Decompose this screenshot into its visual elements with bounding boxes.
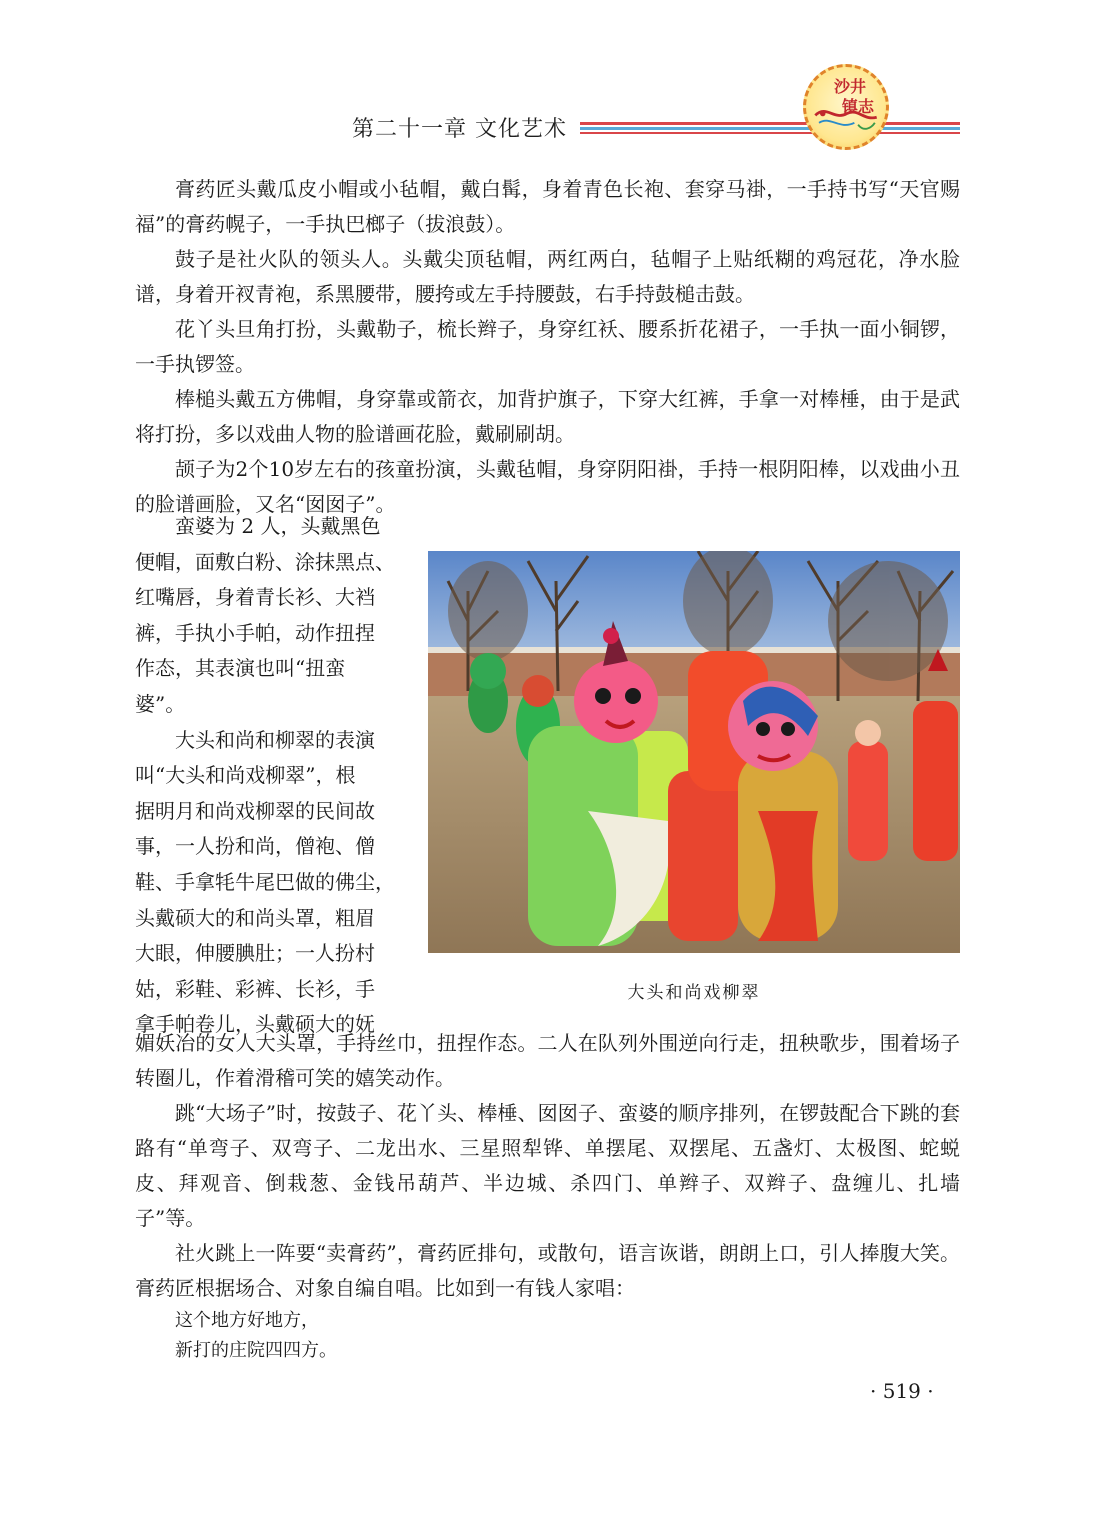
photo-caption: 大头和尚戏柳翠 (627, 983, 761, 1003)
text-line: 拿手帕卷儿，头戴硕大的妩 (135, 1012, 375, 1037)
text-line: 作态，其表演也叫“扭蛮 (135, 656, 346, 681)
poem (175, 1306, 337, 1366)
text-line: 婆”。 (135, 691, 186, 716)
body-text-top (135, 172, 960, 522)
paragraph: 棒槌头戴五方佛帽，身穿靠或箭衣，加背护旗子，下穿大红裤，手拿一对棒棰，由于是武将打扮，多以戏曲人物的脸谱画花脸，戴刷刷胡。 (135, 387, 960, 446)
header-rule-red-lower (580, 132, 960, 134)
paragraph: 社火跳上一阵要“卖膏药”，膏药匠排句，或散句，语言诙谐，朗朗上口，引人捧腹大笑。膏药匠根据场合、对象自编自唱。比如到一有钱人家唱： (135, 1241, 960, 1300)
text-line: 红嘴唇，身着青长衫、大裆 (135, 585, 375, 610)
photo-big-head-monk (428, 551, 960, 953)
text-line: 据明月和尚戏柳翠的民间故 (135, 798, 375, 823)
paragraph: 花丫头旦角打扮，头戴勒子，梳长辫子，身穿红袄、腰系折花裙子，一手执一面小铜锣，一手执锣签。 (135, 317, 960, 376)
town-annals-seal (803, 64, 889, 150)
poem-line: 新打的庄院四四方。 (175, 1340, 337, 1361)
text-beside-photo (135, 509, 405, 1043)
paragraph: 颉子为2个10岁左右的孩童扮演，头戴毡帽，身穿阴阳褂，手持一根阴阳棒，以戏曲小丑的脸谱画脸，又名“囡囡子”。 (135, 457, 960, 516)
text-line: 事，一人扮和尚，僧袍、僧 (135, 834, 375, 859)
header-rule-red (580, 122, 960, 125)
paragraph: 鼓子是社火队的领头人。头戴尖顶毡帽，两红两白，毡帽子上贴纸糊的鸡冠花，净水脸谱，身着开衩青袍，系黑腰带，腰挎或左手持腰鼓，右手持鼓槌击鼓。 (135, 247, 960, 306)
page-header (0, 0, 1093, 150)
text-line: 裤，手执小手帕，动作扭捏 (135, 620, 375, 645)
text-line: 大头和尚和柳翠的表演 (135, 727, 375, 752)
seal-text (806, 77, 886, 117)
text-line: 姑，彩鞋、彩裤、长衫，手 (135, 976, 375, 1001)
paragraph: 跳“大场子”时，按鼓子、花丫头、棒棰、囡囡子、蛮婆的顺序排列，在锣鼓配合下跳的套路有“单弯子、双弯子、二龙出水、三星照犁铧、单摆尾、双摆尾、五盏灯、太极图、蛇蜕皮、拜观音、倒栽葱、金钱吊葫芦、半边城、杀四门、单辫子、双辫子、盘缠儿、扎墙子”等。 (135, 1101, 960, 1230)
text-line: 大眼，伸腰腆肚；一人扮村 (135, 941, 375, 966)
text-line: 叫“大头和尚戏柳翠”，根 (135, 763, 356, 788)
chapter-title: 第二十一章 文化艺术 (352, 117, 567, 142)
paragraph: 媚妖冶的女人大头罩，手持丝巾，扭捏作态。二人在队列外围逆向行走，扭秧歌步，围着场子转圈儿，作着滑稽可笑的嬉笑动作。 (135, 1031, 960, 1090)
poem-line: 这个地方好地方， (175, 1310, 319, 1331)
text-line: 便帽，面敷白粉、涂抹黑点、 (135, 549, 395, 574)
text-line: 头戴硕大的和尚头罩，粗眉 (135, 905, 375, 930)
page-number: · 519 · (870, 1379, 934, 1403)
paragraph: 膏药匠头戴瓜皮小帽或小毡帽，戴白髯，身着青色长袍、套穿马褂，一手持书写“天官赐福”的膏药幌子，一手执巴榔子（拔浪鼓）。 (135, 177, 960, 236)
seal-text-line2: 镇志 (841, 97, 874, 116)
photo-illustration (428, 551, 960, 953)
header-rule-blue (580, 127, 960, 130)
seal-text-line1: 沙井 (833, 77, 866, 96)
body-text-bottom (135, 1026, 960, 1306)
text-line: 鞋、手拿牦牛尾巴做的佛尘， (135, 869, 395, 894)
text-line: 蛮婆为 2 人，头戴黑色 (135, 514, 381, 538)
